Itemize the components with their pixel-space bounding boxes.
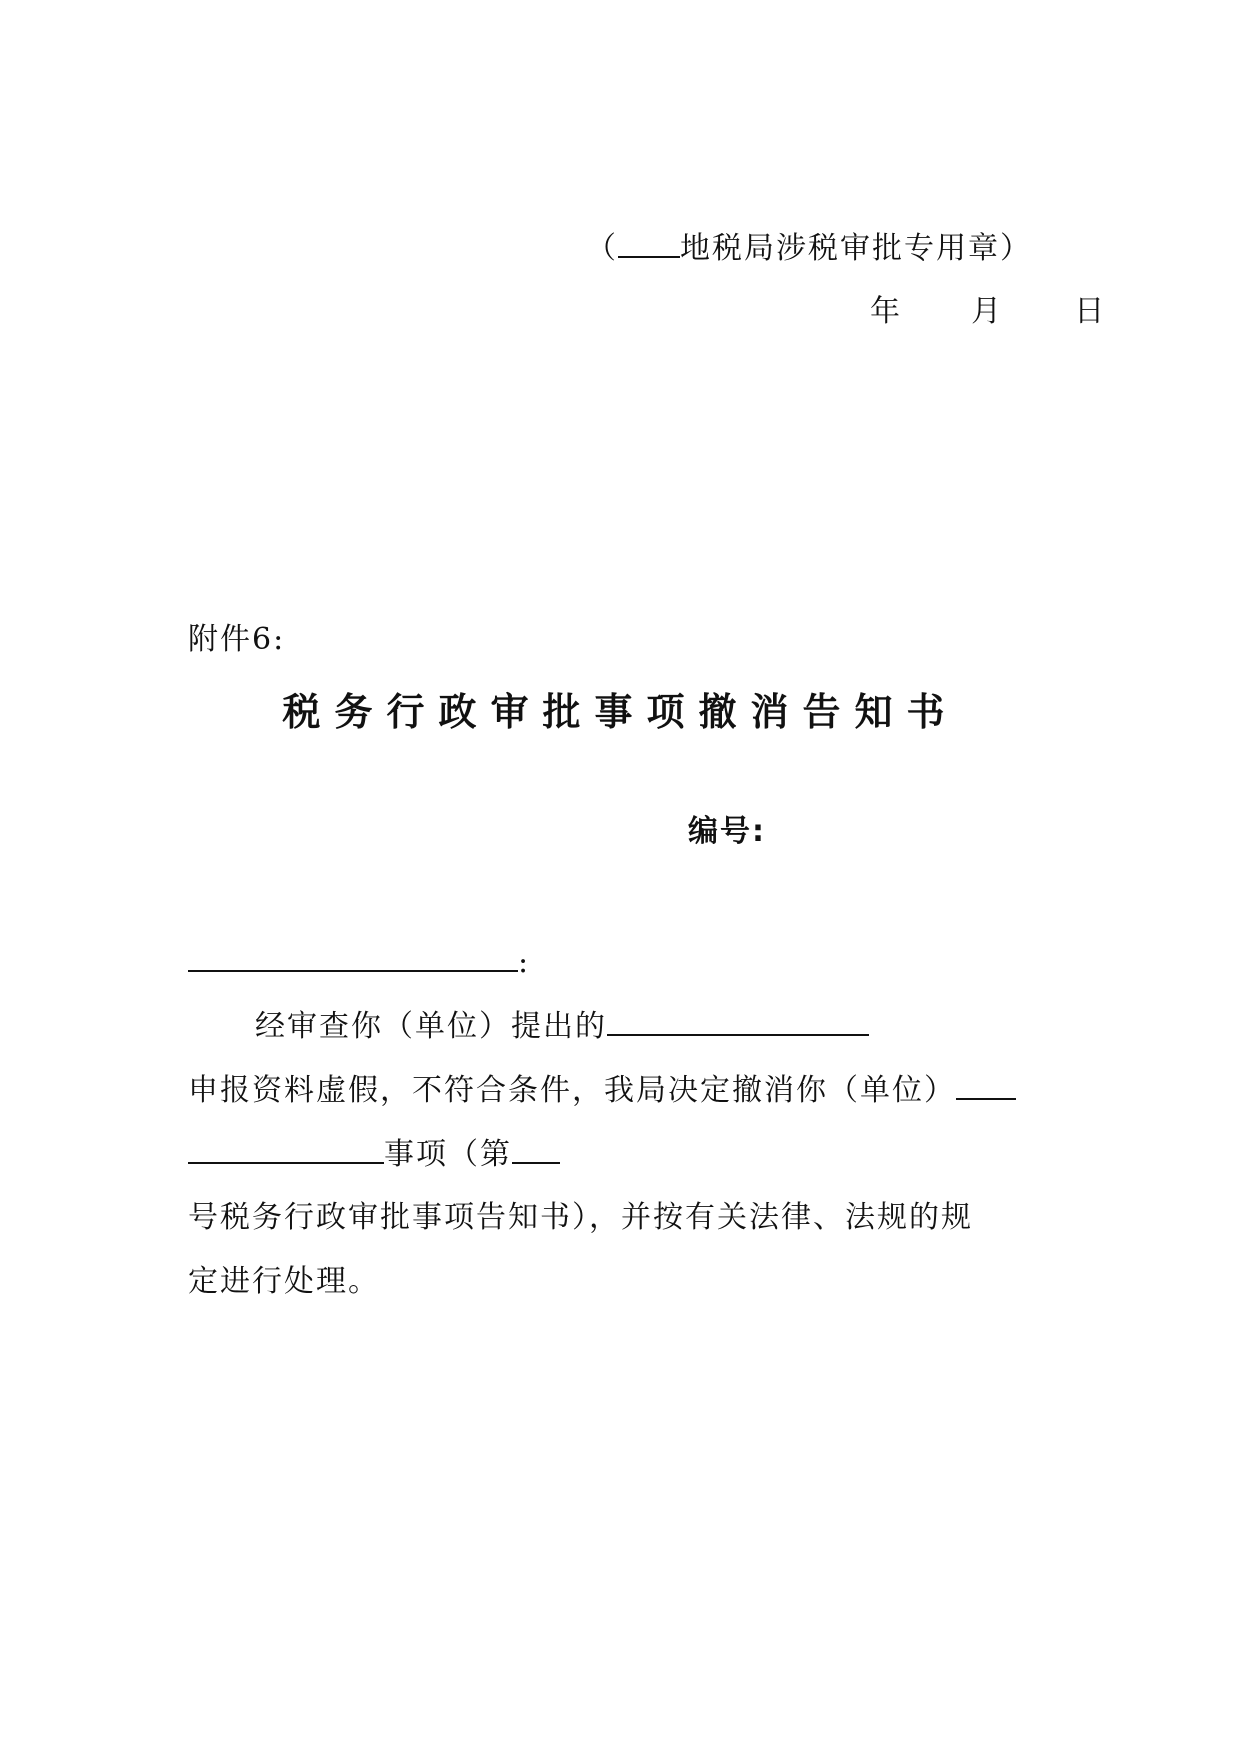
seal-open-paren: （ [586, 231, 618, 266]
body-text-2: 申报资料虚假，不符合条件，我局决定撤消你（单位） [188, 1073, 956, 1108]
date-year: 年 [870, 294, 902, 329]
item-blank-end [188, 1134, 384, 1164]
item-blank-start [956, 1070, 1016, 1100]
date-month: 月 [971, 294, 1004, 329]
body-line-5: 定进行处理。 [188, 1264, 380, 1299]
body-line-1 [255, 1006, 869, 1047]
notice-number-blank [512, 1134, 560, 1164]
addressee-colon: : [518, 945, 531, 980]
document-title: 税务行政审批事项撤消告知书 [282, 690, 959, 734]
addressee-blank [188, 942, 518, 972]
body-text-1: 经审查你（单位）提出的 [255, 1009, 607, 1044]
date-day: 日 [1074, 294, 1107, 329]
document-number-label: 编号: [688, 814, 766, 849]
body-text-3: 事项（第 [384, 1137, 512, 1172]
attachment-label: 附件6: [188, 622, 286, 657]
addressee-line [188, 942, 530, 983]
request-blank [607, 1006, 869, 1036]
seal-blank [618, 228, 680, 258]
date-line [870, 292, 1106, 332]
seal-text: 地税局涉税审批专用章 [680, 231, 1000, 266]
seal-close-paren: ） [1000, 231, 1032, 266]
body-line-3 [188, 1134, 560, 1175]
seal-line [586, 228, 1032, 269]
body-line-2 [188, 1070, 1016, 1111]
body-line-4: 号税务行政审批事项告知书），并按有关法律、法规的规 [188, 1200, 973, 1235]
